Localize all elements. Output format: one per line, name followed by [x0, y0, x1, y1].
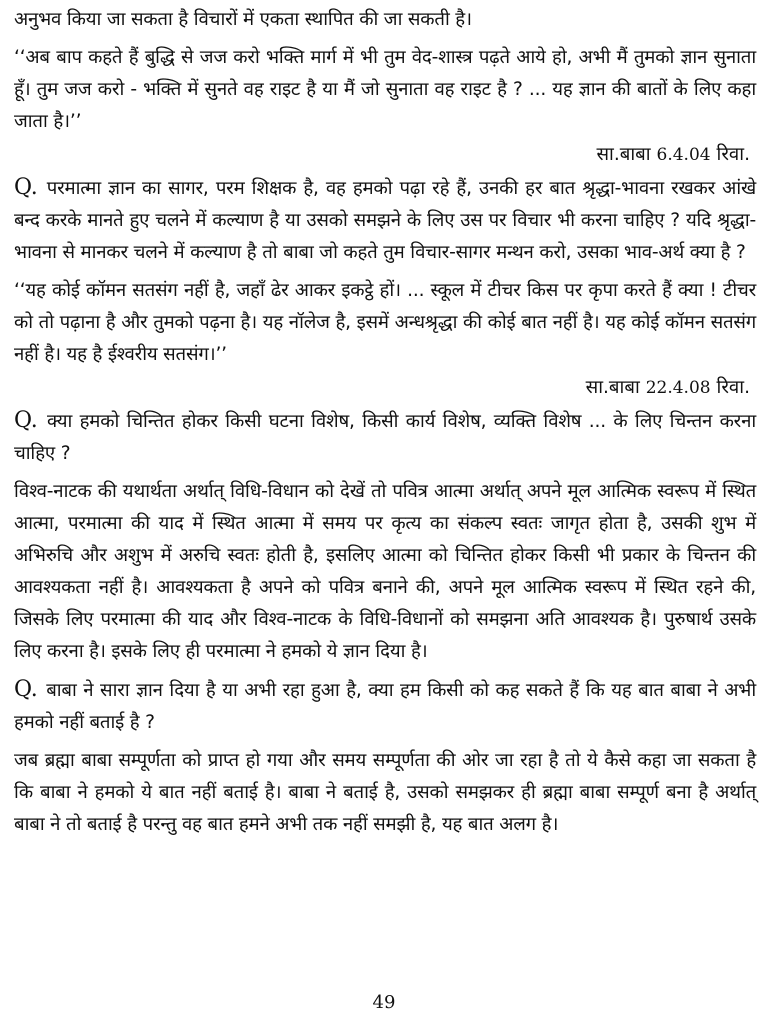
question-text: क्या हमको चिन्तित होकर किसी घटना विशेष, किसी कार्य विशेष, व्यक्ति विशेष ... के लिए चिन्तन करना चाहिए ? [14, 411, 757, 464]
quote-paragraph-1: ‘‘अब बाप कहते हैं बुद्धि से जज करो भक्ति मार्ग में भी तुम वेद-शास्त्र पढ़ते आये हो, अभी मैं तुमको ज्ञान सुनाता हूँ। तुम जज करो - भक्ति में सुनते वह राइट है या मैं जो सुनाता वह राइट है ? ... यह ज्ञान की बातों के लिए कहा जाता है।’’ [14, 47, 756, 132]
answer-paragraph-2: जब ब्रह्मा बाबा सम्पूर्णता को प्राप्त हो गया और समय सम्पूर्णता की ओर जा रहा है तो ये कैसे कहा जा सकता है कि बाबा ने हमको ये बात नहीं बताई है। बाबा ने बताई है, उसको समझकर ही ब्रह्मा बाबा सम्पूर्ण बना है अर्थात् बाबा ने तो बताई है परन्तु वह बात हमने अभी तक नहीं समझी है, यह बात अलग है। [14, 750, 756, 835]
question-3 [14, 674, 756, 739]
page-number: 49 [372, 992, 396, 1013]
source-suffix: रिवा. [710, 144, 750, 165]
source-prefix: सा.बाबा [596, 144, 657, 165]
question-text: बाबा ने सारा ज्ञान दिया है या अभी रहा हुआ है, क्या हम किसी को कह सकते हैं कि यह बात बाबा ने अभी हमको नहीं बताई है ? [14, 680, 756, 733]
question-marker: Q. [14, 175, 38, 200]
document-page [14, 4, 756, 847]
question-marker: Q. [14, 677, 38, 702]
source-suffix: रिवा. [710, 377, 750, 398]
source-date: 6.4.04 [656, 145, 711, 165]
question-1 [14, 172, 756, 269]
question-text: परमात्मा ज्ञान का सागर, परम शिक्षक है, वह हमको पढ़ा रहे हैं, उनकी हर बात श्रृद्धा-भावना रखकर आंखे बन्द करके मानते हुए चलने में कल्याण है या उसको समझने के लिए उस पर विचार भी करना चाहिए ? यदि श्रृद्धा-भावना से मानकर चलने में कल्याण है तो बाबा जो कहते तुम विचार-सागर मन्थन करो, उसका भाव-अर्थ क्या है ? [14, 178, 756, 263]
source-date: 22.4.08 [645, 378, 711, 398]
quote-paragraph-2: ‘‘यह कोई कॉमन सतसंग नहीं है, जहाँ ढेर आकर इकट्ठे हों। ... स्कूल में टीचर किस पर कृपा करते हैं क्या ! टीचर को तो पढ़ाना है और तुमको पढ़ना है। यह नॉलेज है, इसमें अन्धश्रृद्धा की कोई बात नहीं है। यह कोई कॉमन सतसंग नहीं है। यह है ईश्वरीय सतसंग।’’ [14, 280, 756, 365]
source-citation-1 [14, 140, 750, 170]
source-prefix: सा.बाबा [585, 377, 646, 398]
answer-paragraph-1: विश्व-नाटक की यथार्थता अर्थात् विधि-विधान को देखें तो पवित्र आत्मा अर्थात् अपने मूल आत्मिक स्वरूप में स्थित आत्मा, परमात्मा की याद में स्थित आत्मा में समय पर कृत्य का संकल्प स्वतः जागृत होता है, उसकी शुभ में अभिरुचि और अशुभ में अरुचि स्वतः होती है, इसलिए आत्मा को चिन्तित होकर किसी भी प्रकार के चिन्तन की आवश्यकता नहीं है। आवश्यकता है अपने को पवित्र बनाने की, अपने मूल आत्मिक स्वरूप में स्थित रहने की, जिसके लिए परमात्मा की याद और विश्व-नाटक के विधि-विधानों को समझना अति आवश्यक है। पुरुषार्थ उसके लिए करना है। इसके लिए ही परमात्मा ने हमको ये ज्ञान दिया है। [14, 481, 756, 662]
question-2 [14, 405, 756, 470]
source-citation-2 [14, 373, 750, 403]
question-marker: Q. [14, 408, 38, 433]
paragraph-1: अनुभव किया जा सकता है विचारों में एकता स्थापित की जा सकती है। [14, 9, 472, 30]
